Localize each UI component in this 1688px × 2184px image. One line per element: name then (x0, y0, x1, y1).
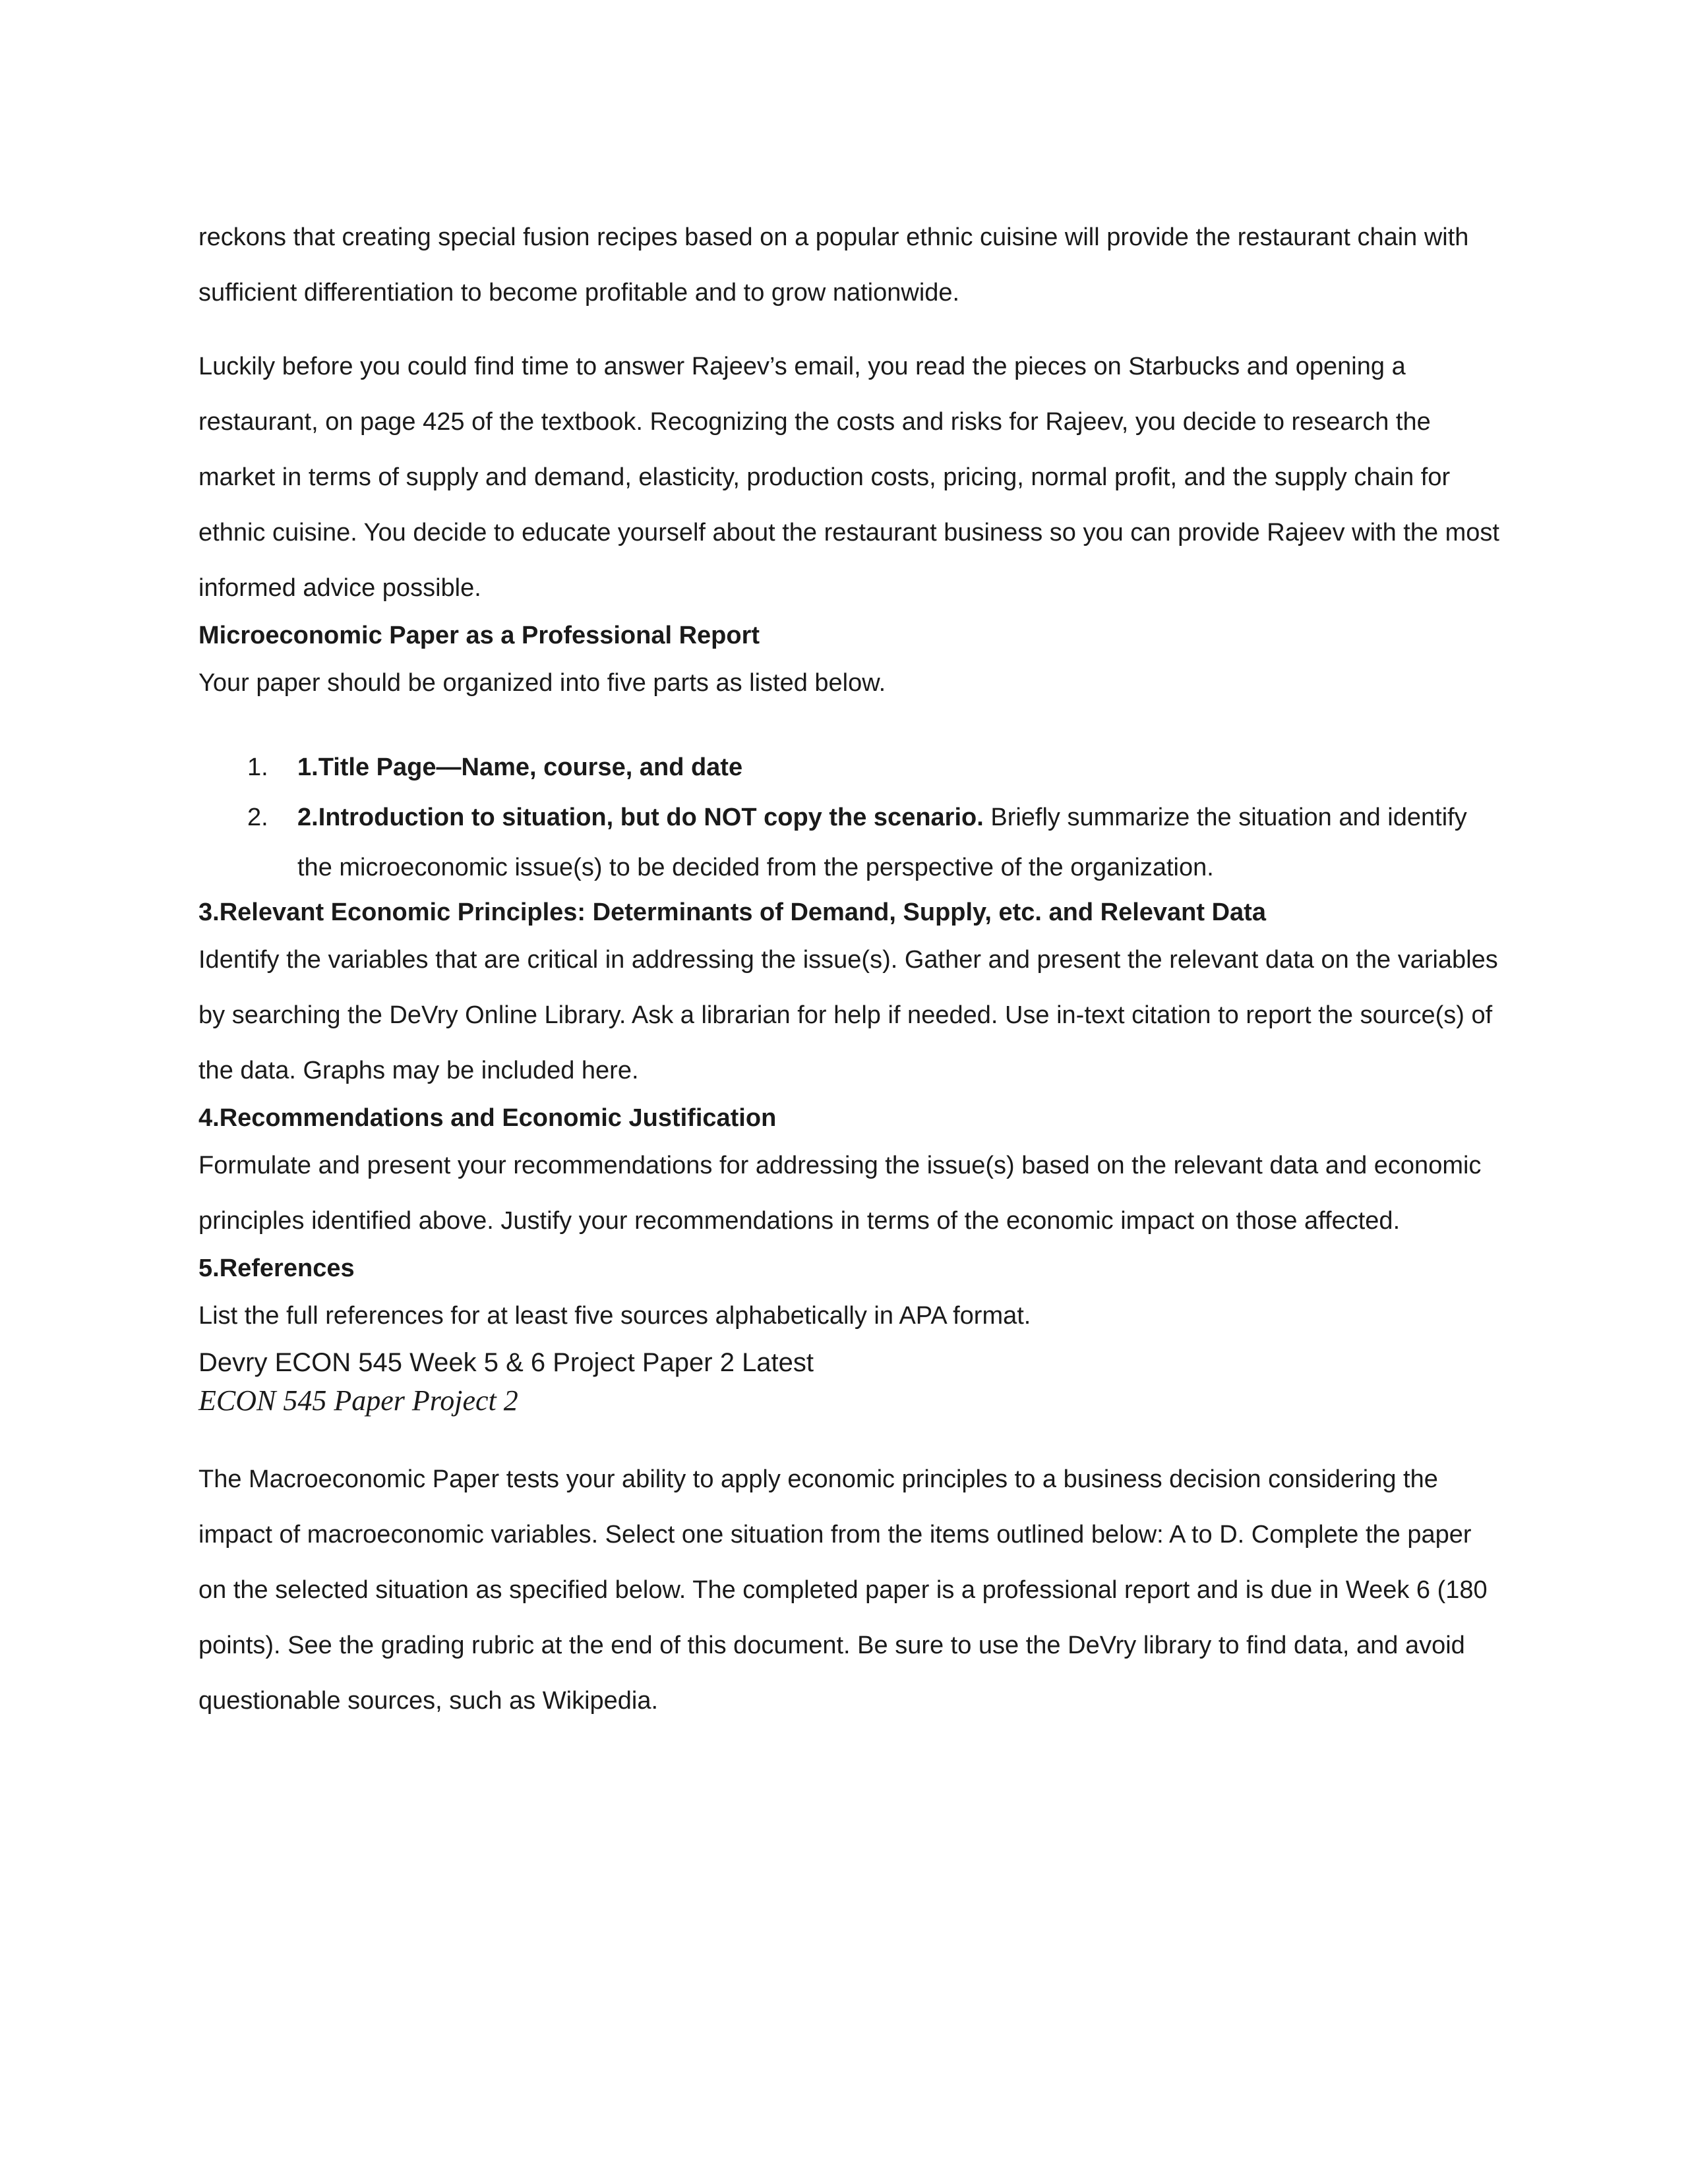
document-body (198, 210, 1504, 1728)
list-item (198, 792, 1504, 893)
project-title: ECON 545 Paper Project 2 (198, 1384, 518, 1417)
section-heading-micro-paper: Microeconomic Paper as a Professional Report (198, 622, 760, 649)
paragraph-rajeev-research: Luckily before you could find time to answer Rajeev’s email, you read the pieces on Starbucks and opening a restaurant, on page 425 of the textbook. Recognizing the costs and risks for Rajeev, you decide to research the market in terms of supply and demand, elasticity, production costs, pricing, normal profit, and the supply chain for ethnic cuisine. You decide to educate yourself about the restaurant business so you can provide Rajeev with the most informed advice possible. (198, 353, 1499, 602)
list-item-bold: 2.Introduction to situation, but do NOT copy the scenario. (297, 804, 984, 831)
list-number: 2. (247, 804, 268, 831)
paragraph-continuation: reckons that creating special fusion recipes based on a popular ethnic cuisine will provide the restaurant chain with sufficient differentiation to become profitable and to grow nationwide. (198, 223, 1469, 307)
section-text-references: List the full references for at least five sources alphabetically in APA format. (198, 1302, 1031, 1330)
list-item (198, 742, 1504, 792)
list-item-text: Briefly summarize the situation and identify the microeconomic issue(s) to be decided from the perspective of the organization. (297, 804, 1467, 881)
section-heading-principles: 3.Relevant Economic Principles: Determinants of Demand, Supply, etc. and Relevant Data (198, 899, 1266, 926)
list-item-bold: 1.Title Page—Name, course, and date (297, 753, 743, 781)
section-heading-references: 5.References (198, 1254, 355, 1282)
section-intro-micro-paper: Your paper should be organized into five parts as listed below. (198, 669, 886, 697)
paragraph-macro-paper: The Macroeconomic Paper tests your ability to apply economic principles to a business decision considering the impact of macroeconomic variables. Select one situation from the items outlined below: A to D. Complete the paper on the selected situation as specified below. The completed paper is a professional report and is due in Week 6 (180 points). See the grading rubric at the end of this document. Be sure to use the DeVry library to find data, and avoid questionable sources, such as Wikipedia. (198, 1465, 1488, 1715)
project-source-line: Devry ECON 545 Week 5 & 6 Project Paper 2 Latest (198, 1348, 814, 1377)
parts-list (198, 742, 1504, 893)
section-text-principles: Identify the variables that are critical in addressing the issue(s). Gather and present the relevant data on the variables by searching the DeVry Online Library. Ask a librarian for help if needed. Use in-text citation to report the source(s) of the data. Graphs may be included here. (198, 946, 1498, 1084)
section-text-recommendations: Formulate and present your recommendations for addressing the issue(s) based on the relevant data and economic principles identified above. Justify your recommendations in terms of the economic impact on those affected. (198, 1152, 1482, 1235)
section-heading-recommendations: 4.Recommendations and Economic Justification (198, 1104, 777, 1132)
list-number: 1. (247, 753, 268, 781)
